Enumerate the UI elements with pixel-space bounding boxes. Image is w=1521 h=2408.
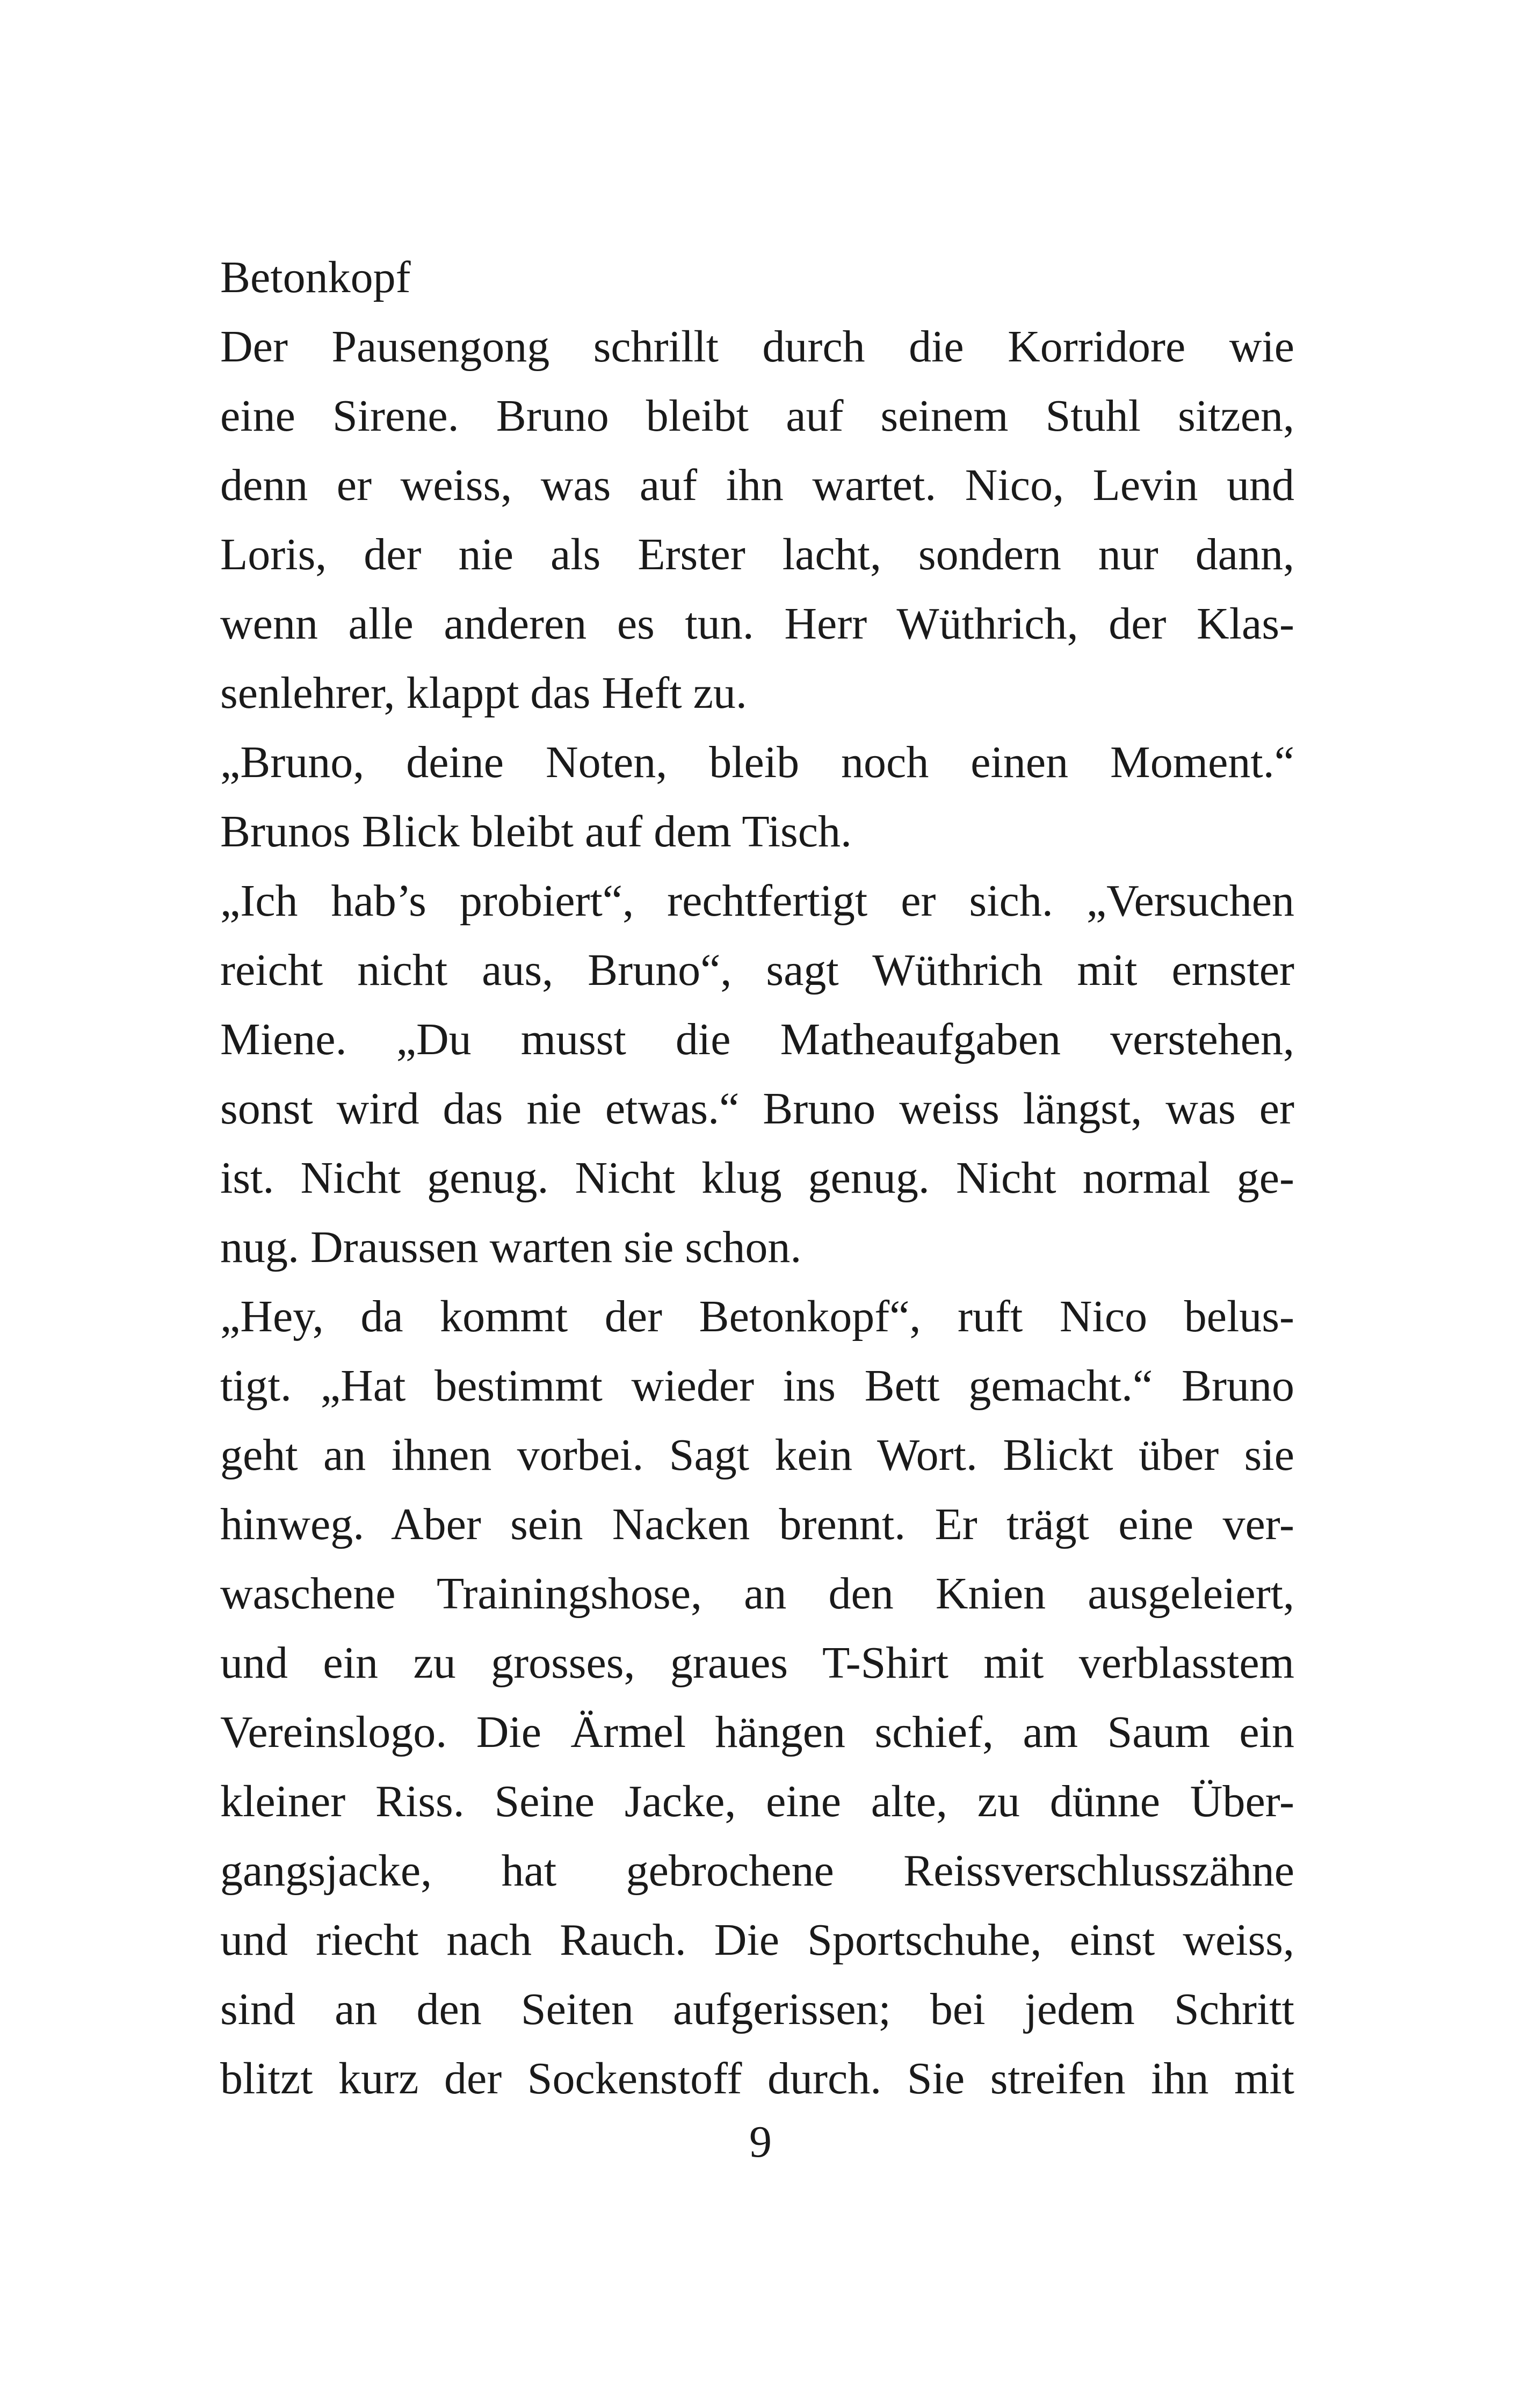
text-line: hinweg. Aber sein Nacken brennt. Er trägt eine ver-: [220, 1499, 1294, 1549]
text-line: Miene. „Du musst die Matheaufgaben verstehen,: [220, 1014, 1294, 1064]
text-line: nug. Draussen warten sie schon.: [220, 1222, 802, 1272]
text-line: gangsjacke, hat gebrochene Reissverschlusszähne: [220, 1846, 1294, 1896]
text-line: sonst wird das nie etwas.“ Bruno weiss längst, was er: [220, 1084, 1294, 1134]
text-line: eine Sirene. Bruno bleibt auf seinem Stuhl sitzen,: [220, 391, 1294, 441]
text-line: Brunos Blick bleibt auf dem Tisch.: [220, 807, 852, 857]
body-text: [220, 312, 1294, 2113]
text-line: und ein zu grosses, graues T-Shirt mit verblasstem: [220, 1638, 1294, 1688]
text-line: geht an ihnen vorbei. Sagt kein Wort. Blickt über sie: [220, 1430, 1294, 1480]
text-line: ist. Nicht genug. Nicht klug genug. Nicht normal ge-: [220, 1153, 1294, 1203]
text-line: Vereinslogo. Die Ärmel hängen schief, am Saum ein: [220, 1707, 1294, 1757]
paragraph: [220, 728, 1294, 866]
text-line: „Bruno, deine Noten, bleib noch einen Moment.“: [220, 737, 1294, 787]
text-line: reicht nicht aus, Bruno“, sagt Wüthrich mit ernster: [220, 945, 1294, 995]
text-line: tigt. „Hat bestimmt wieder ins Bett gemacht.“ Bruno: [220, 1361, 1294, 1411]
chapter-title: Betonkopf: [220, 252, 411, 302]
paragraph: [220, 312, 1294, 728]
paragraph: [220, 866, 1294, 1282]
text-line: wenn alle anderen es tun. Herr Wüthrich, der Klas-: [220, 599, 1294, 649]
page-number: 9: [749, 2117, 772, 2167]
text-line: „Hey, da kommt der Betonkopf“, ruft Nico belus-: [220, 1292, 1294, 1341]
text-line: sind an den Seiten aufgerissen; bei jedem Schritt: [220, 1984, 1294, 2034]
text-line: Loris, der nie als Erster lacht, sondern nur dann,: [220, 530, 1294, 579]
page-text-block: [220, 243, 1294, 2113]
text-line: denn er weiss, was auf ihn wartet. Nico, Levin und: [220, 460, 1294, 510]
text-line: blitzt kurz der Sockenstoff durch. Sie streifen ihn mit: [220, 2054, 1294, 2104]
text-line: waschene Trainingshose, an den Knien ausgeleiert,: [220, 1569, 1294, 1619]
text-line: „Ich hab’s probiert“, rechtfertigt er sich. „Versuchen: [220, 876, 1294, 926]
paragraph: [220, 1282, 1294, 2113]
text-line: und riecht nach Rauch. Die Sportschuhe, einst weiss,: [220, 1915, 1294, 1965]
text-line: Der Pausengong schrillt durch die Korridore wie: [220, 322, 1294, 372]
text-line: kleiner Riss. Seine Jacke, eine alte, zu dünne Über-: [220, 1776, 1294, 1826]
text-line: senlehrer, klappt das Heft zu.: [220, 668, 747, 718]
